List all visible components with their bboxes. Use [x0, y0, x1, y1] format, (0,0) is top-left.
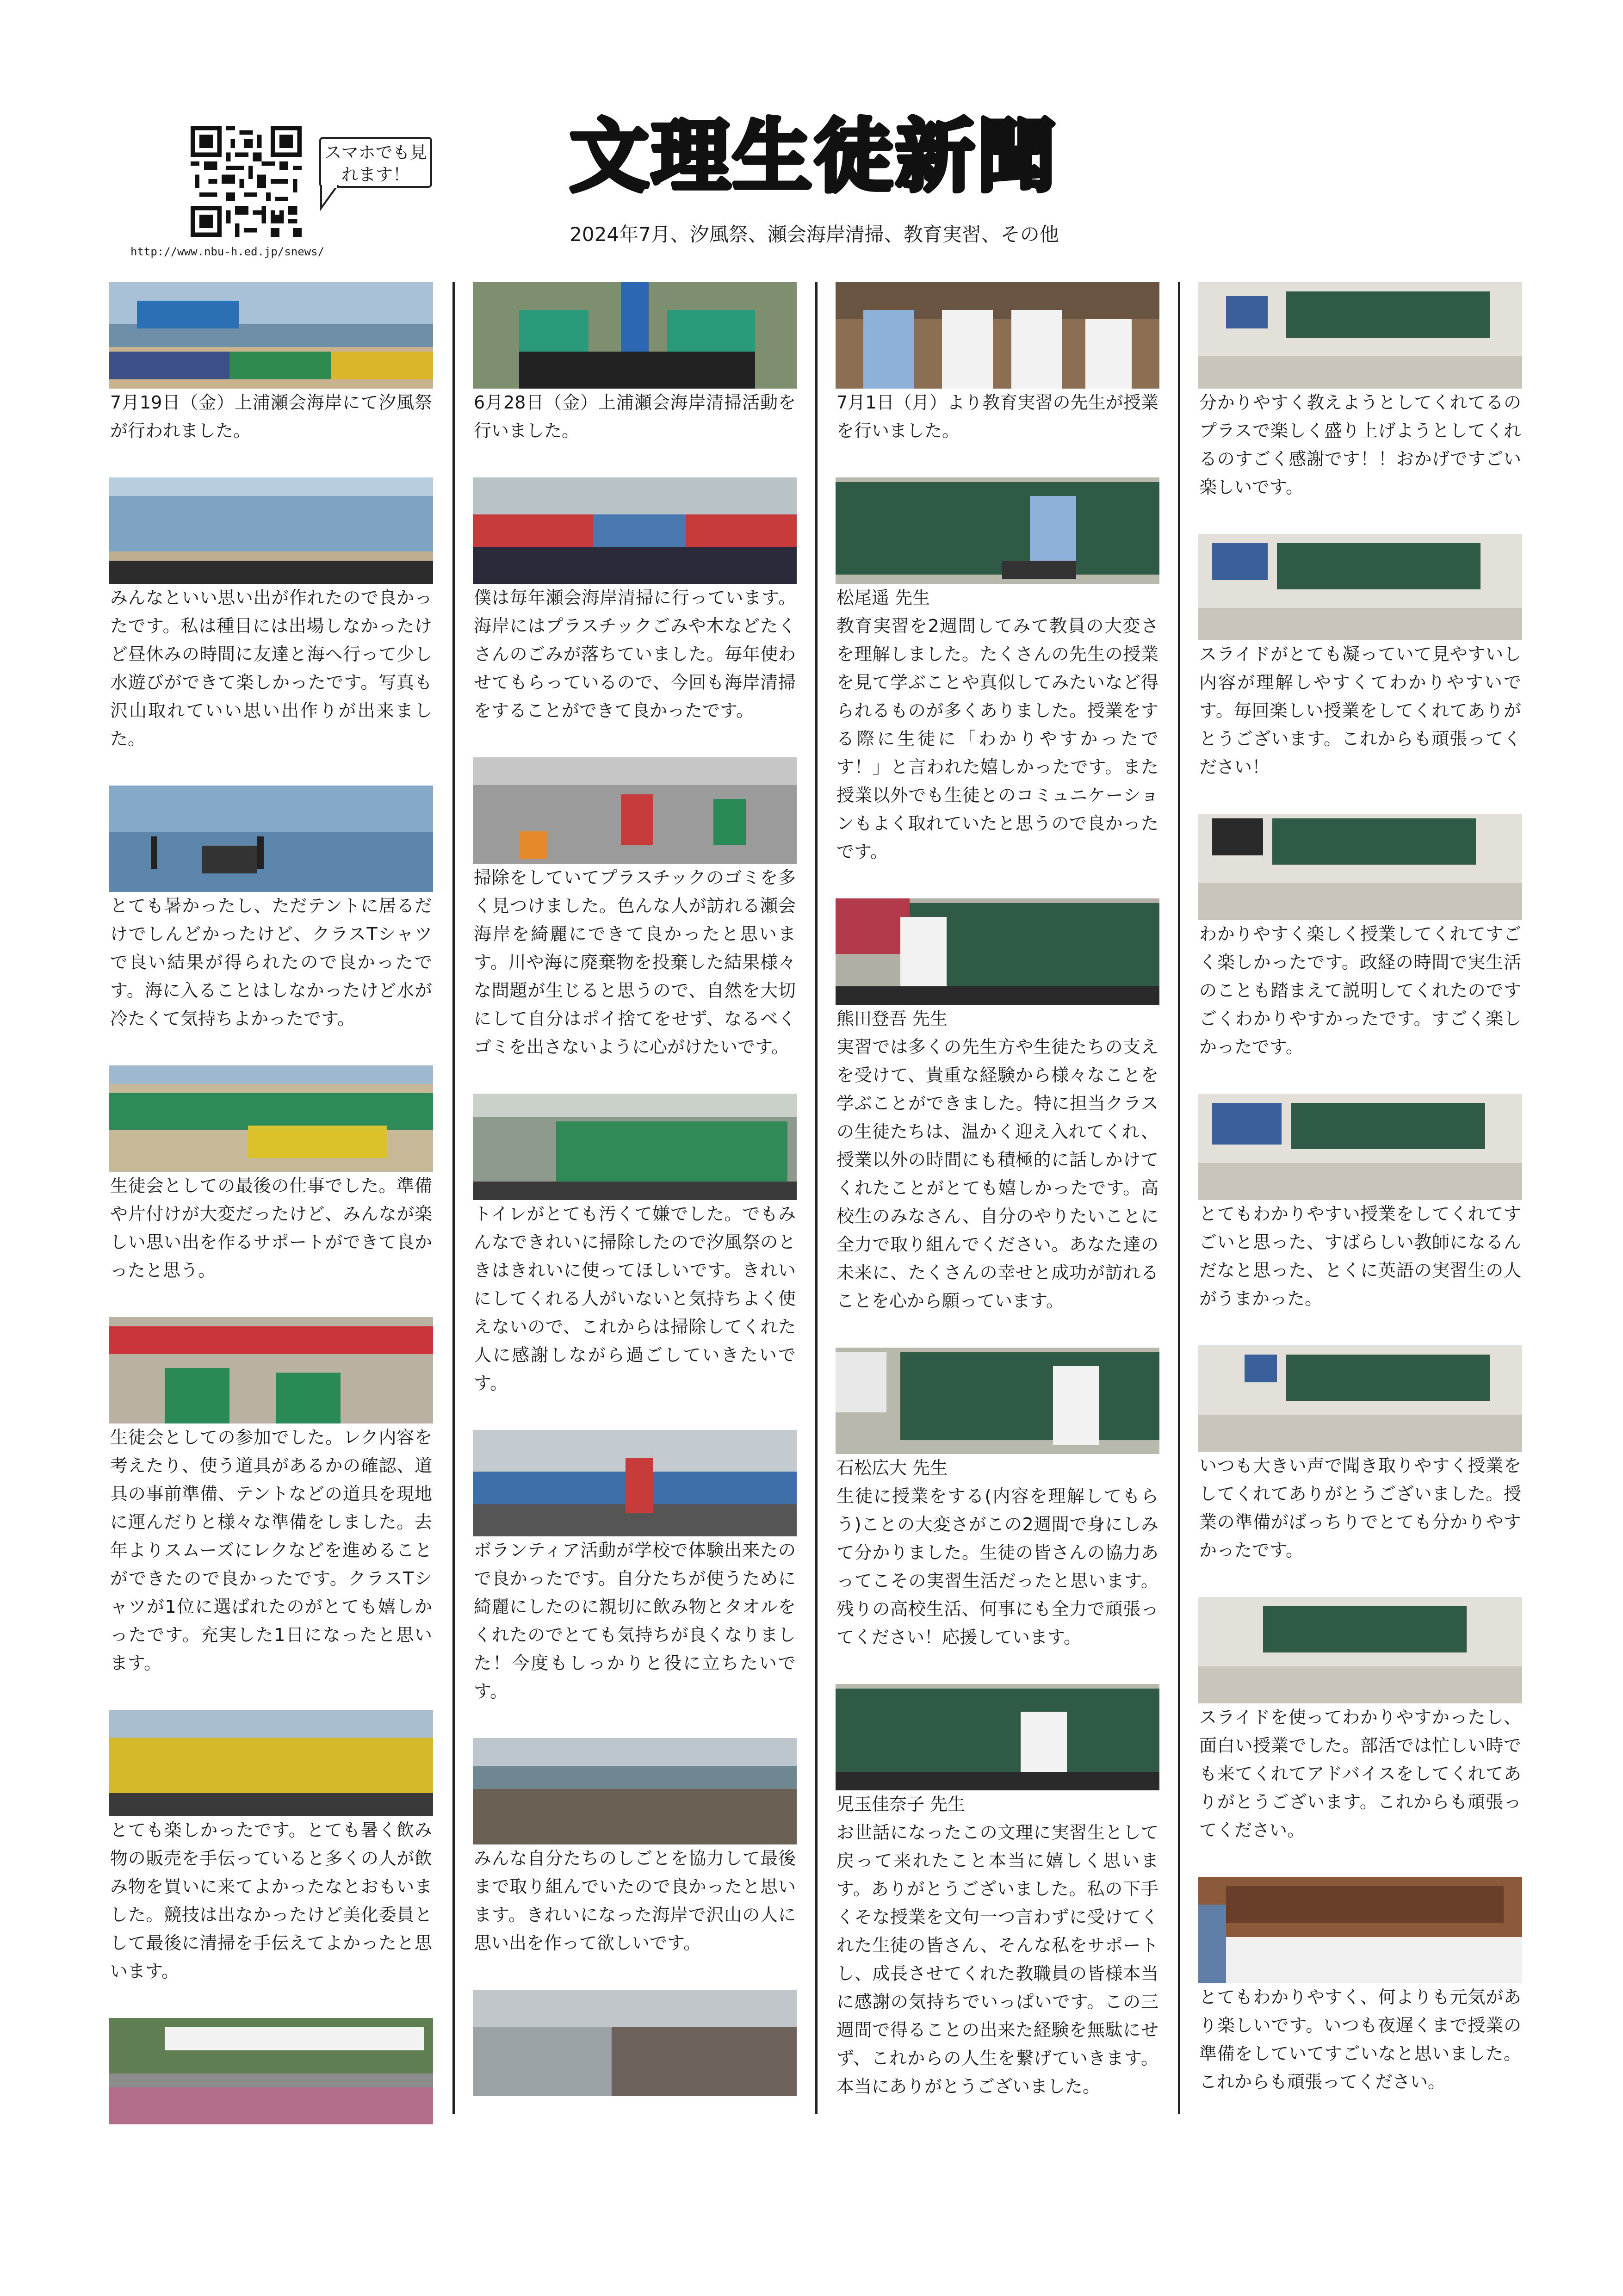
photo-sea-view: [109, 477, 433, 584]
article: [1198, 1094, 1522, 1313]
article: [1198, 1877, 1522, 2096]
column-divider: [1178, 282, 1180, 2114]
photo-seawall: [473, 1990, 797, 2096]
article-text: 6月28日（金）上浦瀬会海岸清掃活動を行いました。: [474, 392, 796, 441]
photo-cleanup-group: [473, 282, 797, 389]
teacher-name: 児玉佳奈子 先生: [836, 1794, 966, 1814]
column-divider: [452, 282, 455, 2114]
article: [473, 1430, 797, 1706]
photo-tents: [109, 2018, 433, 2124]
photo-student-council: [109, 1317, 433, 1423]
article-text: 7月19日（金）上浦瀬会海岸にて汐風祭が行われました。: [110, 392, 432, 441]
article-text: わかりやすく楽しく授業してくれてすごく楽しかったです。政経の時間で実生活のことも踏まえて説明してくれたのですごくわかりやすかったです。すごく楽しかったです。: [1199, 924, 1521, 1057]
newspaper-title: 文理生徒新聞: [570, 111, 1059, 203]
article-text: とても暑かったし、ただテントに居るだけでしんどかったけど、クラスTシャツで良い結果が得られたので良かったです。海に入ることはしなかったけど水が冷たくて気持ちよかったです。: [110, 896, 432, 1029]
photo-cleanup-lineup: [473, 477, 797, 584]
photo-volunteer: [473, 1430, 797, 1536]
article: [109, 1065, 433, 1285]
article: [109, 477, 433, 753]
photo-gym-assembly: [1198, 1877, 1522, 1983]
photo-kodama-teaching: [836, 1684, 1159, 1790]
article-text: とても楽しかったです。とても暑く飲み物の販売を手伝っていると多くの人が飲み物を買いに来てよかったなとおもいました。競技は出なかったけど美化委員として最後に清掃を手伝えてよかったと思います。: [110, 1820, 432, 1981]
article-text: トイレがとても汚くて嫌でした。でもみんなできれいに掃除したので汐風祭のときはきれいに使ってほしいです。きれいにしてくれる人がいないと気持ちよく使えないので、これからは掃除してくれた人に感謝しながら過ごしていきたいです。: [474, 1204, 796, 1393]
column-student-comments: [1198, 282, 1522, 2129]
column-divider: [815, 282, 818, 2114]
bubble-tail: [319, 185, 347, 213]
photo-yellow-shirts: [109, 1710, 433, 1816]
article: [836, 282, 1159, 445]
article: [473, 1990, 797, 2096]
issue-subtitle: 2024年7月、汐風祭、瀬会海岸清掃、教育実習、その他: [570, 223, 1059, 246]
article-text: 生徒に授業をする(内容を理解してもらう)ことの大変さがこの2週間で身にしみて分かりました。生徒の皆さんの協力あってこその実習生活だったと思います。残りの高校生活、何事にも全力で頑張ってください！応援しています。: [836, 1486, 1158, 1647]
article-text: みんな自分たちのしごとを協力して最後まで取り組んでいたので良かったと思います。きれいになった海岸で沢山の人に思い出を作って欲しいです。: [474, 1848, 796, 1953]
photo-student-teachers: [836, 282, 1159, 389]
newspaper-title-logo: [532, 107, 1096, 209]
article: [1198, 1597, 1522, 1844]
article: [109, 2018, 433, 2124]
article-text: みんなといい思い出が作れたので良かったです。私は種目には出場しなかったけど昼休みの時間に友達と海へ行って少し水遊びができて楽しかったです。写真も沢山取れていい思い出作りが出来ました。: [110, 588, 432, 749]
article: [1198, 1345, 1522, 1565]
article: [473, 477, 797, 725]
article: [1198, 814, 1522, 1061]
qr-code[interactable]: [191, 126, 302, 237]
article-text: 分かりやすく教えようとしてくれてるのプラスで楽しく盛り上げようとしてくれるのすごく感謝です！！おかげですごい楽しいです。: [1199, 392, 1521, 497]
article: [109, 1710, 433, 1986]
website-url[interactable]: http://www.nbu-h.ed.jp/snews/: [130, 245, 325, 258]
photo-classroom: [1198, 1345, 1522, 1452]
article-text: 実習では多くの先生方や生徒たちの支えを受けて、貴重な経験から様々なことを学ぶことができました。特に担当クラスの生徒たちは、温かく迎え入れてくれ、授業以外の時間にも積極的に話しかけてくれたことがとても嬉しかったです。高校生のみなさん、自分のやりたいことに全力で取り組んでください。あなた達の未来に、たくさんの幸せと成功が訪れることを心から願っています。: [836, 1037, 1158, 1311]
article: [109, 786, 433, 1033]
photo-kumada-teaching: [836, 898, 1159, 1005]
article-text: 教育実習を2週間してみて教員の大変さを理解しました。たくさんの先生の授業を見て学ぶことや真似してみたいなど得られるものが多くありました。授業をする際に生徒に「わかりやすかったです！」と言われた嬉しかったです。また授業以外でも生徒とのコミュニケーションもよく取れていたと思うので良かったです。: [836, 616, 1158, 862]
article-text: 生徒会としての参加でした。レク内容を考えたり、使う道具があるかの確認、道具の事前準備、テントなどの道具を現地に運んだりと様々な準備をしました。去年よりスムーズにレクなどを進めることができたので良かったです。クラスTシャツが1位に選ばれたのがとても嬉しかったです。充実した1日になったと思います。: [110, 1427, 432, 1673]
photo-collecting-trash: [473, 757, 797, 864]
article: [473, 757, 797, 1061]
teacher-name: 石松広大 先生: [836, 1458, 948, 1478]
article-text: スライドがとても凝っていて見やすいし内容が理解しやすくてわかりやすいです。毎回楽しい授業をしてくれてありがとうございます。これからも頑張ってください！: [1199, 644, 1521, 777]
teacher-name: 熊田登吾 先生: [836, 1009, 948, 1029]
column-festival: [109, 282, 433, 2157]
article: [836, 1684, 1159, 2101]
photo-classroom: [1198, 1094, 1522, 1200]
teacher-name: 松尾遥 先生: [836, 588, 930, 608]
column-beach-cleanup: [473, 282, 797, 2129]
photo-beach-group: [109, 282, 433, 389]
article-text: とてもわかりやすく、何よりも元気があり楽しいです。いつも夜遅くまで授業の準備をしていてすごいなと思いました。これからも頑張ってください。: [1199, 1987, 1521, 2092]
article-text: スライドを使ってわかりやすかったし、面白い授業でした。部活では忙しい時でも来てくれてアドバイスをしてくれてありがとうございます。これからも頑張ってください。: [1199, 1707, 1521, 1840]
photo-classroom: [1198, 282, 1522, 389]
article: [473, 1738, 797, 1957]
article-text: 7月1日（月）より教育実習の先生が授業を行いました。: [836, 392, 1158, 441]
article: [473, 282, 797, 445]
article: [473, 1094, 797, 1398]
article: [1198, 282, 1522, 501]
article: [109, 1317, 433, 1677]
photo-classroom: [1198, 534, 1522, 640]
photo-classroom: [1198, 814, 1522, 920]
qr-caption-bubble: スマホでも見れます！: [319, 137, 432, 188]
article-text: 掃除をしていてプラスチックのゴミを多く見つけました。色んな人が訪れる瀬会海岸を綺麗にできて良かったと思います。川や海に廃棄物を投棄した結果様々な問題が生じると思うので、自然を大切にして自分はポイ捨てをせず、なるべくゴミを出さないように心がけたいです。: [474, 867, 796, 1057]
photo-classroom: [1198, 1597, 1522, 1703]
photo-students-seated: [109, 1065, 433, 1172]
article-text: とてもわかりやすい授業をしてくれてすごいと思った、すばらしい教師になるんだなと思った、とくに英語の実習生の人がうまかった。: [1199, 1204, 1521, 1309]
article: [836, 898, 1159, 1315]
column-teaching-practice: [836, 282, 1159, 2133]
photo-matsuo-teaching: [836, 477, 1159, 584]
article-text: 生徒会としての最後の仕事でした。準備や片付けが大変だったけど、みんなが楽しい思い出を作るサポートができて良かったと思う。: [110, 1176, 432, 1281]
article: [836, 1348, 1159, 1652]
article-text: お世話になったこの文理に実習生として戻って来れたこと本当に嬉しく思います。ありがとうございました。私の下手くそな授業を文句一つ言わずに受けてくれた生徒の皆さん、そんな私をサポートし、成長させてくれた教職員の皆様本当に感謝の気持ちでいっぱいです。この三週間で得ることの出来た経験を無駄にせず、これからの人生を繋げていきます。本当にありがとうございました。: [836, 1822, 1158, 2097]
article: [1198, 534, 1522, 781]
photo-toilet-cleanup: [473, 1094, 797, 1200]
article: [836, 477, 1159, 866]
article: [109, 282, 433, 445]
article-text: いつも大きい声で聞き取りやすく授業をしてくれてありがとうございました。授業の準備がばっちりでとても分かりやすかったです。: [1199, 1455, 1521, 1560]
article-text: 僕は毎年瀬会海岸清掃に行っています。海岸にはプラスチックごみや木などたくさんのごみが落ちていました。毎年使わせてもらっているので、今回も海岸清掃をすることができて良かったです。: [474, 588, 796, 721]
photo-ishimatsu-teaching: [836, 1348, 1159, 1454]
photo-cleaned-beach: [473, 1738, 797, 1844]
photo-swimming: [109, 786, 433, 892]
article-text: ボランティア活動が学校で体験出来たので良かったです。自分たちが使うために綺麗にしたのに親切に飲み物とタオルをくれたのでとても気持ちが良くなりました！今度もしっかりと役に立ちたいです。: [474, 1540, 796, 1702]
